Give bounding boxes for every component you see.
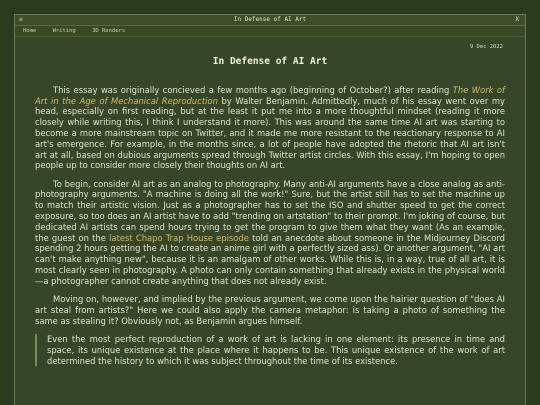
article-content	[15, 37, 525, 405]
book-title-link[interactable]: The Work of Art in the Age of Mechanical Reproduction	[35, 84, 506, 106]
nav-menu	[15, 26, 525, 37]
menu-icon[interactable]: ≡	[19, 16, 23, 23]
paragraph-3: Moving on, however, and implied by the previous argument, we come upon the hairier question of "does AI art steal from artists?" Here we could also apply the camera metaphor: is taking a photo of something the same as stealing it? Obviously not, as Benjamin argues himself.	[35, 294, 505, 326]
chapo-episode-link[interactable]: latest Chapo Trap House episode	[109, 232, 249, 243]
paragraph-2	[35, 179, 505, 287]
article-date: 9 Dec 2022	[469, 44, 503, 50]
window-title: In Defense of AI Art	[233, 16, 307, 23]
nav-3d-renders[interactable]: 3D Renders	[92, 28, 126, 34]
title-bar	[15, 15, 525, 26]
p2-text-a: To begin, consider AI art as an analog to photography. Many anti-AI arguments have a close analog as anti-photography arguments. "A machine is doing all the work!" Sure, but the artist still has to set the machine up to match their artistic vision. Just as a photographer has to set the ISO and shutter speed to get the correct exposure, so too does an AI artist have to add "trending on artstation" to their prompt. I'm joking of course, but dedicated AI artists can spend hours trying to get the program to give them what they want (As an example, the guest on the	[35, 178, 505, 243]
close-icon[interactable]: X	[515, 16, 519, 23]
browser-window	[14, 14, 526, 405]
p1-text-a: This essay was originally concieved a few months ago (beginning of October?) after reading	[53, 84, 453, 95]
article-title: In Defense of AI Art	[212, 56, 328, 67]
nav-writing[interactable]: Writing	[52, 28, 76, 34]
paragraph-1	[35, 85, 505, 171]
p1-text-b: by Walter Benjamin. Admittedly, much of his essay went over my head, especially on first reading, but at the least it put me into a more thoughtful mindset (reading it more closely while writing this, I think I understand it more). This was around the same time AI art was starting to become a more mainstream topic on Twitter, and it made me more resistant to the reactionary response to AI art's emergence. For example, in the months since, a lot of people have adopted the rhetoric that AI art isn't art at all, based on dubious arguments spread through Twitter artist circles. With this essay, I'm hoping to open people up to consider more closely their thoughts on AI art.	[35, 95, 505, 171]
p2-text-b: told an anecdote about someone in the Midjourney Discord spending 2 hours getting the AI to create an anime girl with a perfectly sized ass). Or another argument, "AI art can't make anything new", because it is an amalgam of other works. While this is, in a way, true of all art, it is most clearly seen in photography. A photo can only contain something that already exists in the physical world—a photographer cannot create anything that does not already exist.	[35, 232, 505, 286]
benjamin-quote: Even the most perfect reproduction of a work of art is lacking in one element: its presence in time and space, its unique existence at the place where it happens to be. This unique existence of the work of art determined the history to which it was subject throughout the time of its existence.	[35, 334, 505, 366]
nav-home[interactable]: Home	[23, 28, 37, 34]
